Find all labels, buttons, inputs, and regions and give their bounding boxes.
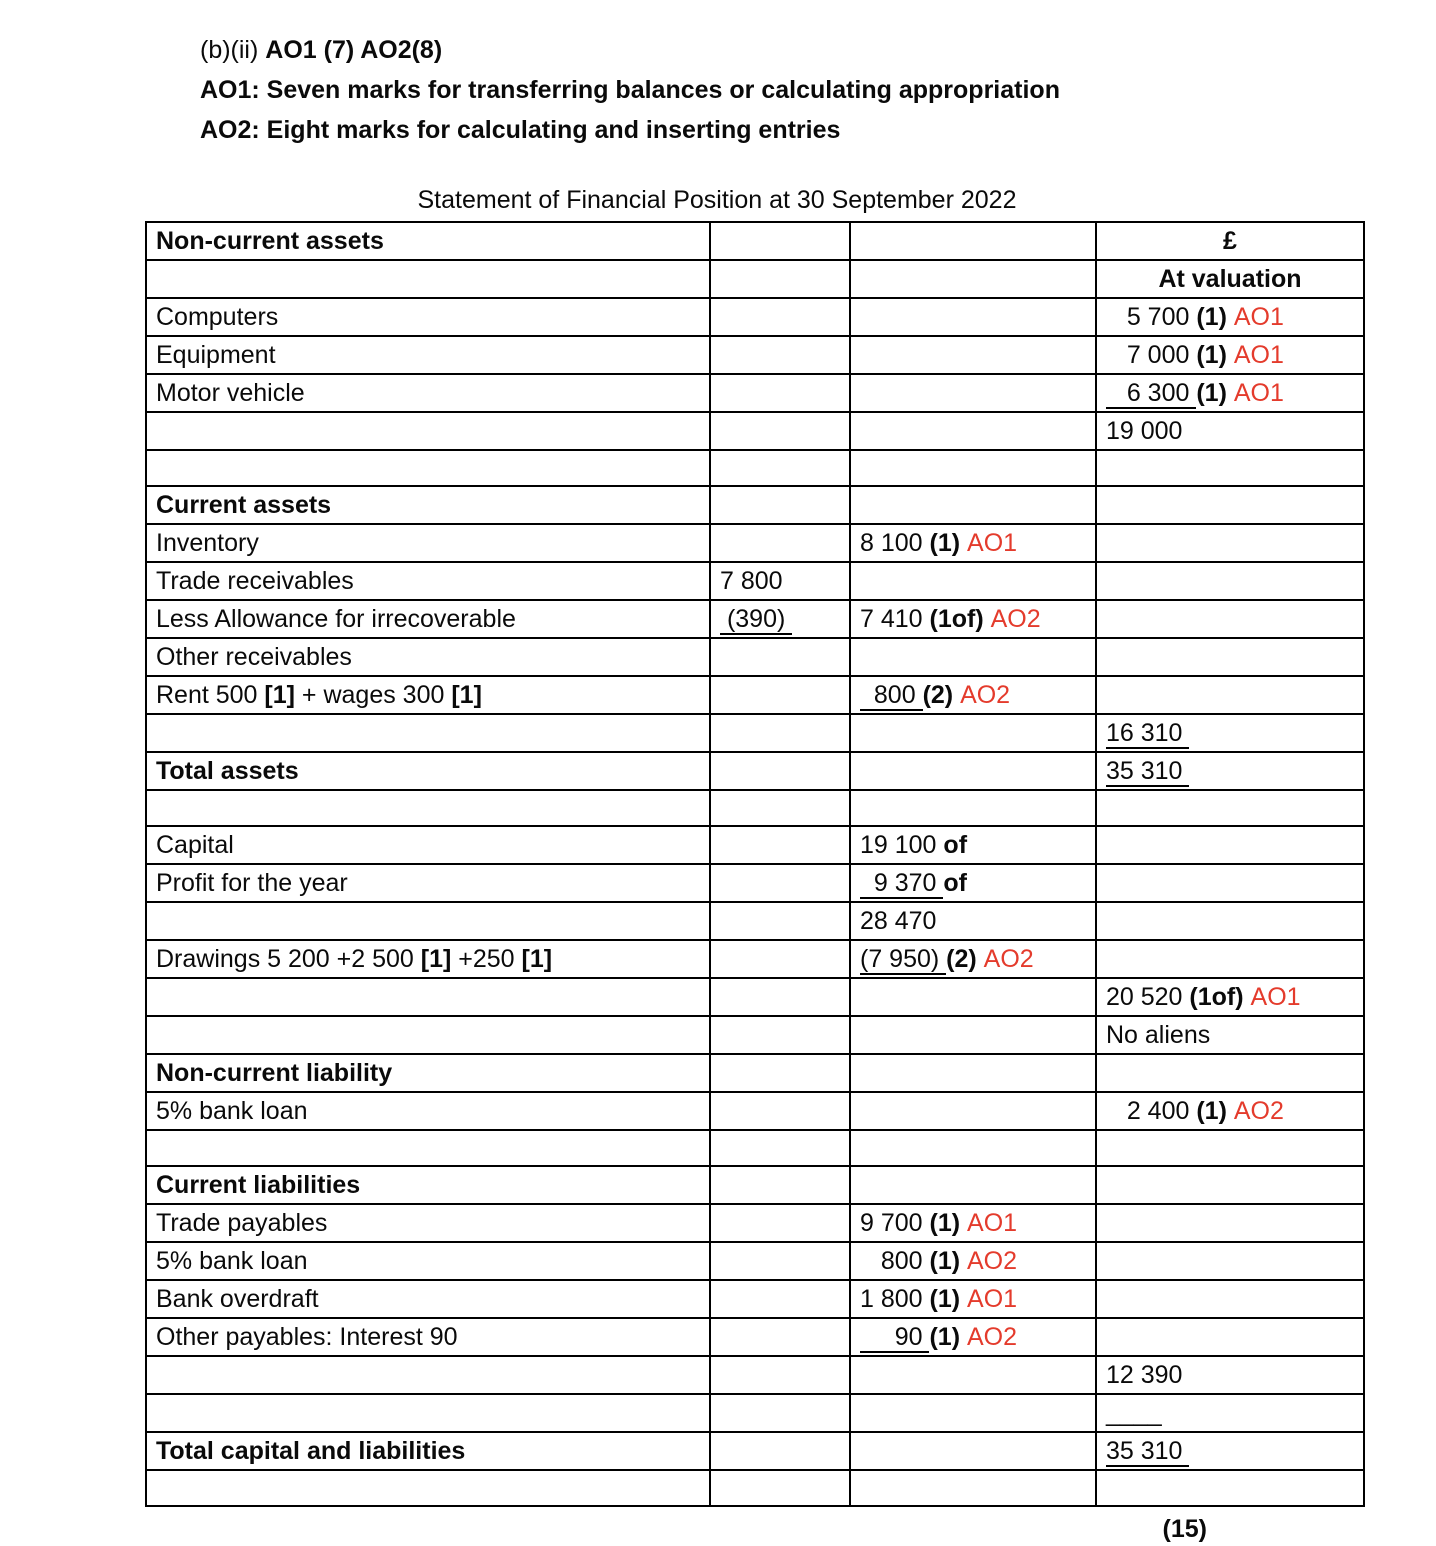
table-cell <box>710 1280 850 1318</box>
cell-text: of <box>943 869 968 897</box>
cell-text: +250 <box>451 945 522 973</box>
table-cell <box>1096 638 1364 676</box>
table-cell <box>850 260 1096 298</box>
table-cell <box>710 450 850 486</box>
table-cell <box>850 676 1096 714</box>
ao-tag: AO2 <box>990 605 1041 633</box>
table-row <box>146 600 1364 638</box>
table-cell <box>850 1432 1096 1470</box>
table-cell <box>710 1130 850 1166</box>
ao-tag: AO1 <box>1233 341 1284 369</box>
cell-text: [1] <box>264 681 295 709</box>
table-cell <box>146 1092 710 1130</box>
table-row <box>146 1242 1364 1280</box>
cell-text: 5 700 <box>1106 303 1197 331</box>
cell-text: 19 000 <box>1106 417 1183 445</box>
table-cell <box>850 1016 1096 1054</box>
table-row <box>146 790 1364 826</box>
table-cell <box>1096 826 1364 864</box>
cell-text: Trade payables <box>156 1209 328 1237</box>
table-row <box>146 1470 1364 1506</box>
table-cell <box>1096 1432 1364 1470</box>
table-cell <box>146 374 710 412</box>
cell-text: Bank overdraft <box>156 1285 319 1313</box>
cell-text: (2) <box>922 681 961 709</box>
cell-text: Motor vehicle <box>156 379 305 407</box>
table-cell <box>1096 562 1364 600</box>
cell-text: [1] <box>420 945 452 973</box>
ao-tag: AO2 <box>960 681 1011 709</box>
table-cell <box>850 600 1096 638</box>
table-cell <box>850 412 1096 450</box>
table-cell <box>710 1054 850 1092</box>
table-cell <box>146 1394 710 1432</box>
table-cell <box>710 336 850 374</box>
table-cell <box>1096 1280 1364 1318</box>
sofp-table <box>145 221 1365 1507</box>
table-row <box>146 298 1364 336</box>
table-cell <box>710 222 850 260</box>
table-cell <box>850 1356 1096 1394</box>
table-row <box>146 1166 1364 1204</box>
table-cell <box>710 298 850 336</box>
cell-text: 7 410 <box>860 605 930 633</box>
cell-text: Computers <box>156 303 279 331</box>
table-cell <box>710 1470 850 1506</box>
table-cell <box>710 902 850 940</box>
table-cell <box>146 1130 710 1166</box>
table-cell <box>146 1318 710 1356</box>
table-row <box>146 902 1364 940</box>
table-row <box>146 1318 1364 1356</box>
table-cell <box>710 638 850 676</box>
table-cell <box>710 826 850 864</box>
table-cell <box>710 978 850 1016</box>
table-cell <box>850 1054 1096 1092</box>
table-cell <box>1096 1130 1364 1166</box>
table-cell <box>850 524 1096 562</box>
table-cell <box>850 222 1096 260</box>
table-cell <box>146 450 710 486</box>
table-cell <box>850 450 1096 486</box>
table-cell <box>1096 1166 1364 1204</box>
table-cell <box>710 940 850 978</box>
cell-text: 35 310 <box>1106 757 1189 790</box>
table-cell <box>850 1470 1096 1506</box>
table-cell <box>1096 1016 1364 1054</box>
cell-text: 800 <box>860 1247 930 1275</box>
cell-text: [1] <box>451 681 482 709</box>
cell-text: 5% bank loan <box>156 1097 308 1125</box>
table-cell <box>146 412 710 450</box>
table-cell <box>850 1130 1096 1166</box>
table-cell <box>1096 1092 1364 1130</box>
table-cell <box>710 714 850 752</box>
header-line-3: AO2: Eight marks for calculating and inserting entries <box>200 116 841 144</box>
cell-text: Rent 500 <box>156 681 265 709</box>
cell-text: Non-current liability <box>156 1059 393 1087</box>
cell-text: £ <box>1223 227 1237 255</box>
table-row <box>146 412 1364 450</box>
table-cell <box>710 1356 850 1394</box>
table-cell <box>710 1394 850 1432</box>
cell-text: (7 950) <box>860 945 947 973</box>
cell-text: Other payables: Interest 90 <box>156 1323 458 1351</box>
table-cell <box>850 940 1096 978</box>
table-row <box>146 336 1364 374</box>
table-cell <box>146 1280 710 1318</box>
ao-summary: AO1 (7) AO2(8) <box>265 36 443 64</box>
cell-text: (2) <box>946 945 984 973</box>
table-cell <box>850 1394 1096 1432</box>
table-cell <box>1096 450 1364 486</box>
table-cell <box>710 562 850 600</box>
table-cell <box>850 374 1096 412</box>
table-cell <box>146 638 710 676</box>
cell-text: (1) <box>929 1323 967 1351</box>
table-cell <box>710 412 850 450</box>
cell-text: 800 <box>860 681 923 709</box>
table-cell <box>1096 1356 1364 1394</box>
table-cell <box>850 298 1096 336</box>
table-cell <box>146 826 710 864</box>
table-cell <box>146 1432 710 1470</box>
table-row <box>146 714 1364 752</box>
table-cell <box>1096 600 1364 638</box>
table-row <box>146 1394 1364 1432</box>
ao-tag: AO1 <box>1250 983 1301 1011</box>
cell-text: Capital <box>156 831 234 859</box>
cell-text: 90 <box>860 1323 930 1351</box>
table-cell <box>1096 1242 1364 1280</box>
table-cell <box>146 978 710 1016</box>
table-row <box>146 486 1364 524</box>
table-cell <box>1096 486 1364 524</box>
table-cell <box>1096 524 1364 562</box>
cell-text: Trade receivables <box>156 567 354 595</box>
cell-text: Profit for the year <box>156 869 348 897</box>
table-cell <box>146 1470 710 1506</box>
table-cell <box>850 826 1096 864</box>
table-cell <box>146 1054 710 1092</box>
table-row <box>146 1432 1364 1470</box>
cell-text: 7 800 <box>720 567 783 595</box>
table-cell <box>710 374 850 412</box>
table-cell <box>1096 790 1364 826</box>
ao-tag: AO1 <box>1233 379 1284 407</box>
table-row <box>146 260 1364 298</box>
cell-text: Other receivables <box>156 643 352 671</box>
table-cell <box>710 1016 850 1054</box>
cell-text: At valuation <box>1158 265 1302 293</box>
table-cell <box>146 902 710 940</box>
cell-text: 5% bank loan <box>156 1247 308 1275</box>
ao-tag: AO1 <box>967 1285 1018 1313</box>
cell-text: 8 100 <box>860 529 930 557</box>
table-row <box>146 524 1364 562</box>
table-cell <box>850 1242 1096 1280</box>
cell-text: (1) <box>1196 379 1234 407</box>
table-cell <box>146 222 710 260</box>
table-row <box>146 222 1364 260</box>
cell-text: Current liabilities <box>156 1171 361 1199</box>
table-cell <box>850 978 1096 1016</box>
table-cell <box>850 790 1096 826</box>
cell-text: + wages 300 <box>294 681 452 709</box>
table-cell <box>850 1318 1096 1356</box>
table-row <box>146 826 1364 864</box>
table-cell <box>1096 714 1364 752</box>
ao-tag: AO2 <box>966 1323 1018 1351</box>
table-cell <box>1096 412 1364 450</box>
table-cell <box>850 714 1096 752</box>
table-cell <box>850 1280 1096 1318</box>
table-row <box>146 1092 1364 1130</box>
table-cell <box>146 260 710 298</box>
table-cell <box>146 1016 710 1054</box>
cell-text: (1) <box>1196 303 1234 331</box>
table-cell <box>1096 940 1364 978</box>
table-cell <box>1096 374 1364 412</box>
table-row <box>146 676 1364 714</box>
table-row <box>146 1356 1364 1394</box>
table-cell <box>710 600 850 638</box>
cell-text: 9 700 <box>860 1209 930 1237</box>
ao-tag: AO1 <box>967 1209 1018 1237</box>
table-cell <box>1096 1054 1364 1092</box>
table-cell <box>1096 1318 1364 1356</box>
table-cell <box>710 1432 850 1470</box>
table-cell <box>146 562 710 600</box>
table-row <box>146 1016 1364 1054</box>
cell-text: 28 470 <box>860 907 937 935</box>
table-cell <box>1096 902 1364 940</box>
table-cell <box>1096 336 1364 374</box>
table-cell <box>850 752 1096 790</box>
cell-text: 2 400 <box>1106 1097 1197 1125</box>
cell-text: 6 300 <box>1106 379 1196 412</box>
statement-title: Statement of Financial Position at 30 September 2022 <box>417 186 1017 214</box>
table-row <box>146 562 1364 600</box>
table-cell <box>146 600 710 638</box>
cell-text: No aliens <box>1106 1021 1211 1049</box>
table-cell <box>850 562 1096 600</box>
table-row <box>146 1130 1364 1166</box>
cell-text: (1) <box>929 1285 968 1313</box>
cell-text: Equipment <box>156 341 276 369</box>
cell-text: [1] <box>521 945 553 973</box>
table-cell <box>146 1166 710 1204</box>
table-cell <box>1096 676 1364 714</box>
cell-text: (1of) <box>929 605 991 633</box>
ao-tag: AO2 <box>1233 1097 1284 1125</box>
table-cell <box>710 1092 850 1130</box>
table-cell <box>710 1204 850 1242</box>
table-cell <box>1096 298 1364 336</box>
cell-text: 20 520 <box>1106 983 1190 1011</box>
cell-text: 9 370 <box>860 869 944 897</box>
table-cell <box>710 676 850 714</box>
ao-tag: AO1 <box>967 529 1018 557</box>
table-cell <box>850 1092 1096 1130</box>
cell-text: 1 800 <box>860 1285 930 1313</box>
header-line-2: AO1: Seven marks for transferring balances or calculating appropriation <box>200 76 1060 104</box>
question-number: (b)(ii) <box>200 36 266 64</box>
table-cell <box>146 676 710 714</box>
cell-text: 19 100 <box>860 831 944 859</box>
table-row <box>146 978 1364 1016</box>
table-cell <box>146 1242 710 1280</box>
cell-text: (1) <box>929 1209 968 1237</box>
table-cell <box>146 1204 710 1242</box>
cell-text: 12 390 <box>1106 1361 1183 1389</box>
ao-tag: AO2 <box>967 1247 1018 1275</box>
table-cell <box>1096 978 1364 1016</box>
table-cell <box>1096 1470 1364 1506</box>
cell-text: (1) <box>1196 1097 1234 1125</box>
table-cell <box>146 336 710 374</box>
table-cell <box>710 486 850 524</box>
table-cell <box>850 336 1096 374</box>
table-cell <box>1096 752 1364 790</box>
table-row <box>146 940 1364 978</box>
table-cell <box>710 524 850 562</box>
cell-text: ____ <box>1106 1399 1162 1427</box>
table-cell <box>146 752 710 790</box>
cell-text: 16 310 <box>1106 719 1190 747</box>
table-cell <box>710 1242 850 1280</box>
table-row <box>146 1054 1364 1092</box>
table-cell <box>146 714 710 752</box>
cell-text: Total capital and liabilities <box>156 1437 466 1465</box>
table-cell <box>710 1318 850 1356</box>
table-cell <box>146 486 710 524</box>
table-cell <box>850 1204 1096 1242</box>
cell-text: Current assets <box>156 491 332 519</box>
cell-text: (1of) <box>1189 983 1251 1011</box>
table-row <box>146 374 1364 412</box>
ao-tag: AO1 <box>1233 303 1284 331</box>
table-cell <box>146 864 710 902</box>
table-cell <box>146 790 710 826</box>
table-cell <box>850 486 1096 524</box>
table-cell <box>1096 864 1364 902</box>
cell-text: (1) <box>1196 341 1234 369</box>
table-cell <box>850 902 1096 940</box>
table-row <box>146 638 1364 676</box>
cell-text: of <box>943 831 968 859</box>
table-cell <box>710 790 850 826</box>
cell-text: 7 000 <box>1106 341 1197 369</box>
cell-text: 35 310 <box>1106 1437 1189 1470</box>
table-cell <box>710 1166 850 1204</box>
table-cell <box>1096 1394 1364 1432</box>
cell-text: (390) <box>720 605 793 633</box>
table-cell <box>1096 222 1364 260</box>
question-header <box>200 30 1436 150</box>
table-cell <box>850 864 1096 902</box>
cell-text: Drawings 5 200 +2 500 <box>156 945 421 973</box>
table-cell <box>1096 1204 1364 1242</box>
cell-text: (1) <box>929 529 968 557</box>
table-cell <box>1096 260 1364 298</box>
header-line-1 <box>200 30 1436 70</box>
cell-text: Total assets <box>156 757 299 785</box>
table-cell <box>146 298 710 336</box>
table-cell <box>850 1166 1096 1204</box>
cell-text: Non-current assets <box>156 227 384 255</box>
table-row <box>146 1204 1364 1242</box>
sofp-table-body <box>146 222 1364 1506</box>
table-row <box>146 450 1364 486</box>
table-row <box>146 1280 1364 1318</box>
table-row <box>146 864 1364 902</box>
total-marks: (15) <box>1162 1515 1207 1543</box>
table-cell <box>146 524 710 562</box>
table-cell <box>710 260 850 298</box>
cell-text: Inventory <box>156 529 259 557</box>
table-cell <box>850 638 1096 676</box>
table-cell <box>710 864 850 902</box>
cell-text: Less Allowance for irrecoverable <box>156 605 516 633</box>
ao-tag: AO2 <box>983 945 1034 973</box>
table-row <box>146 752 1364 790</box>
table-cell <box>710 752 850 790</box>
table-cell <box>146 940 710 978</box>
table-cell <box>146 1356 710 1394</box>
cell-text: (1) <box>929 1247 967 1275</box>
